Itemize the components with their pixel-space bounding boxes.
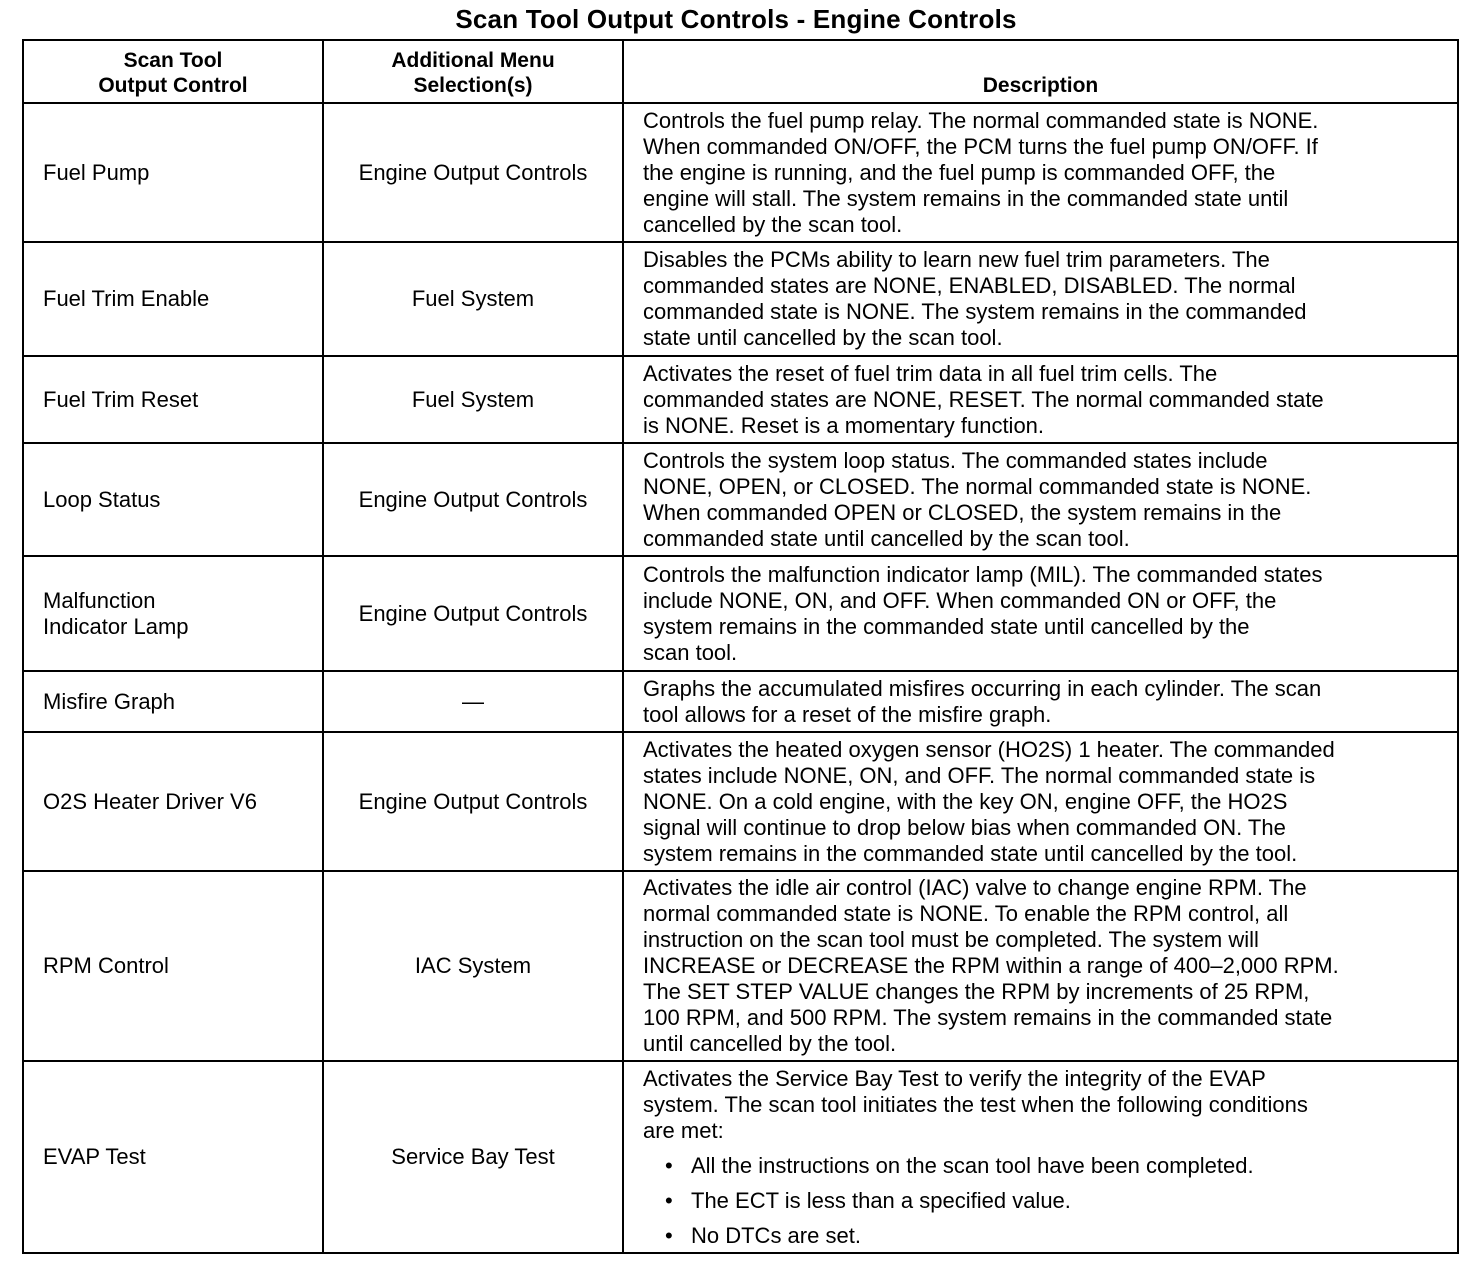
header-scan-tool-output-control [23,40,323,103]
description-line: the engine is running, and the fuel pump is commanded OFF, the [643,159,1276,185]
menu-selection-cell: Engine Output Controls [323,556,623,671]
description-cell [623,871,1458,1061]
menu-selection-cell: Engine Output Controls [323,103,623,242]
output-control-cell [23,556,323,671]
output-control-name: Fuel Trim Enable [43,286,210,311]
description-line: NONE. On a cold engine, with the key ON, engine OFF, the HO2S [643,788,1288,814]
output-controls-table [22,39,1459,1254]
description-line: Controls the system loop status. The commanded states include [643,447,1268,473]
description-line: commanded states are NONE, ENABLED, DISABLED. The normal [643,273,1296,298]
description-line: Controls the fuel pump relay. The normal commanded state is NONE. [643,107,1319,133]
table-row [23,242,1458,356]
description-cell [623,732,1458,871]
description-line: Activates the Service Bay Test to verify the integrity of the EVAP [643,1065,1266,1091]
description-line: commanded state is NONE. The system remains in the commanded [643,299,1307,324]
description-line: The SET STEP VALUE changes the RPM by increments of 25 RPM, [643,979,1310,1004]
description-line: INCREASE or DECREASE the RPM within a range of 400–2,000 RPM. [643,953,1339,978]
description-line: states include NONE, ON, and OFF. The normal commanded state is [643,762,1316,788]
description-line: state until cancelled by the scan tool. [643,325,1003,350]
header-additional-menu [323,40,623,103]
description-line: Disables the PCMs ability to learn new fuel trim parameters. The [643,247,1270,272]
output-control-name: Misfire Graph [43,688,176,714]
output-control-name: Indicator Lamp [43,613,189,639]
output-control-cell [23,732,323,871]
menu-selection-cell: — [323,671,623,732]
description-line: NONE, OPEN, or CLOSED. The normal commanded state is NONE. [643,473,1312,499]
header-line: Scan Tool [123,49,223,72]
output-control-name: O2S Heater Driver V6 [43,788,257,814]
menu-selection-cell: Engine Output Controls [323,732,623,871]
description-line: tool allows for a reset of the misfire graph. [643,701,1052,727]
output-control-name: Fuel Pump [43,159,150,185]
description-line: Graphs the accumulated misfires occurring in each cylinder. The scan [643,675,1322,701]
description-line: scan tool. [643,639,738,665]
menu-selection-cell: Engine Output Controls [323,443,623,556]
description-line: include NONE, ON, and OFF. When commanded ON or OFF, the [643,587,1277,613]
output-control-name: Fuel Trim Reset [43,386,199,412]
table-row [23,556,1458,671]
output-control-cell [23,356,323,443]
output-control-cell [23,443,323,556]
bullet-item: • The ECT is less than a specified value. [643,1188,1457,1214]
description-line: normal commanded state is NONE. To enable the RPM control, all [643,901,1289,926]
description-line: is NONE. Reset is a momentary function. [643,412,1045,438]
header-line: Selection(s) [413,74,533,97]
header-description: Description [623,40,1458,103]
table-row [23,103,1458,242]
menu-selection-cell: Fuel System [323,356,623,443]
description-cell [623,356,1458,443]
description-cell [623,556,1458,671]
output-control-cell [23,671,323,732]
description-line: are met: [643,1117,724,1143]
table-row [23,1061,1458,1253]
description-cell [623,671,1458,732]
table-row [23,871,1458,1061]
description-line: engine will stall. The system remains in the commanded state until [643,185,1289,211]
output-control-name: EVAP Test [43,1144,146,1169]
description-line: system. The scan tool initiates the test when the following conditions [643,1091,1308,1117]
output-control-cell [23,103,323,242]
description-cell [623,1061,1458,1253]
output-control-cell [23,242,323,356]
table-row [23,443,1458,556]
description-line: instruction on the scan tool must be completed. The system will [643,927,1259,952]
output-control-cell [23,1061,323,1253]
description-line: Controls the malfunction indicator lamp (MIL). The commanded states [643,561,1323,587]
table-row [23,671,1458,732]
description-cell [623,242,1458,356]
header-line: Output Control [98,74,248,97]
description-line: system remains in the commanded state until cancelled by the tool. [643,840,1298,866]
description-line: Activates the reset of fuel trim data in all fuel trim cells. The [643,360,1218,386]
description-line: commanded states are NONE, RESET. The normal commanded state [643,386,1324,412]
description-line: system remains in the commanded state until cancelled by the [643,613,1250,639]
menu-selection-cell: IAC System [323,871,623,1061]
output-control-cell [23,871,323,1061]
header-line: Additional Menu [391,49,555,72]
output-control-name: Loop Status [43,486,161,512]
table-row [23,356,1458,443]
description-line: When commanded OPEN or CLOSED, the system remains in the [643,499,1282,525]
description-line: signal will continue to drop below bias when commanded ON. The [643,814,1286,840]
bullet-item: • No DTCs are set. [643,1223,1457,1249]
output-control-name: Malfunction [43,587,156,613]
header-row [23,40,1458,103]
description-line: 100 RPM, and 500 RPM. The system remains in the commanded state [643,1005,1333,1030]
description-cell [623,443,1458,556]
menu-selection-cell: Fuel System [323,242,623,356]
description-line: cancelled by the scan tool. [643,211,903,237]
description-line: Activates the idle air control (IAC) valve to change engine RPM. The [643,875,1307,900]
output-control-name: RPM Control [43,953,169,978]
page-title: Scan Tool Output Controls - Engine Controls [455,4,1017,34]
menu-selection-cell: Service Bay Test [323,1061,623,1253]
description-line: until cancelled by the tool. [643,1031,897,1056]
description-line: Activates the heated oxygen sensor (HO2S) 1 heater. The commanded [643,736,1335,762]
description-cell [623,103,1458,242]
description-line: When commanded ON/OFF, the PCM turns the fuel pump ON/OFF. If [643,133,1318,159]
bullet-item: • All the instructions on the scan tool have been completed. [643,1153,1457,1179]
description-line: commanded state until cancelled by the scan tool. [643,525,1130,551]
table-row [23,732,1458,871]
